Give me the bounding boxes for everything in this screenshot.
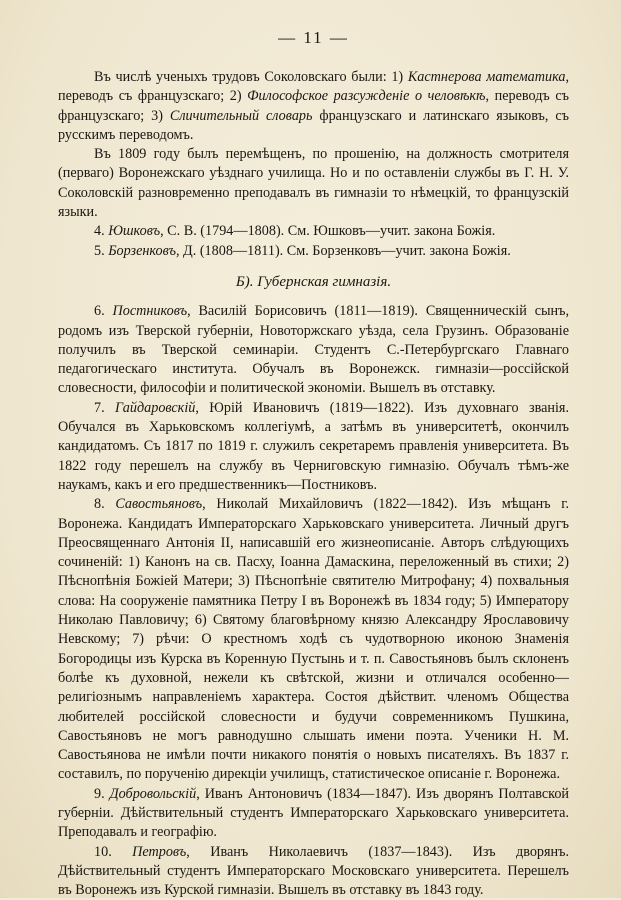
entry-7 [58,399,569,495]
entry-text: , Василій Борисовичъ (1811—1819). Священническій сынъ, родомъ изъ Тверской губерніи, Новоторжскаго уѣзда, села Грузинъ. Образованіе получилъ въ Тверской семинаріи. Студентъ С.-Петербургскаго Главнаго педагогическаго института. Обучалъ въ Воронежск. гимназіи—россійской словесности, философіи и политической экономіи. Вышелъ въ отставку. [58,303,569,397]
entry-text: , Иванъ Антоновичъ (1834—1847). Изъ дворянъ Полтавской губерніи. Дѣйствительный студентъ Императорскаго Харьковскаго университета. Преподавалъ и географію. [58,785,570,841]
entry-surname: Савостьяновъ [115,496,203,513]
entry-9 [58,785,569,843]
intro-text-4: французскаго и латинскаго языковъ, съ русскимъ переводомъ. [58,107,569,143]
entry-surname: Борзенковъ [108,242,176,259]
entry-surname: Постниковъ [112,303,188,320]
page-body [58,68,569,900]
intro-work-title-3: Сличительный словарь [169,107,313,124]
intro-text-3: , переводъ съ французскаго; 3) [58,88,569,124]
entry-number: 10. [94,843,133,860]
entry-number: 6. [94,303,113,320]
entry-8 [58,495,569,784]
entry-number: 9. [94,785,110,802]
entry-number: 4. [94,223,109,240]
entry-text: , Николай Михайловичъ (1822—1842). Изъ мѣщанъ г. Воронежа. Кандидатъ Императорскаго Харьковскаго университета. Личный другъ Преосвященнаго Антонія II, написавшій его жизнеописаніе. Авторъ слѣдующихъ сочиненій: 1) Канонъ на св. Пасху, Іоанна Дамаскина, переложенный въ стихи; 2) Пѣснопѣнія Божіей Матери; 3) Пѣснопѣніе святителю Митрофану; 4) похвальныя слова: На сооруженіе памятника Петру I въ Воронежѣ въ 1834 году; 5) Императору Николаю Павловичу; 6) Святому благовѣрному князю Александру Ярославовичу Невскому; 7) рѣчи: О крестномъ ходѣ съ чудотворною иконою Знаменія Богородицы изъ Курска въ Коренную Пустынь и т. п. Савостьяновъ былъ склоненъ болѣе къ духовной, нежели къ свѣтской, жизни и отличался особенно—религіознымъ направленіемъ характера. Состоя дѣйствит. членомъ Общества любителей россійской словесности и будучи современникомъ Пушкина, Савостьяновъ не могъ равнодушно слышать имени поэта. Ученики Н. М. Савостьянова не имѣли почти никакого понятія о новыхъ писателяхъ. Въ 1837 г. составилъ, по порученію дирекціи училищъ, статистическое описаніе г. Воронежа. [58,496,570,783]
intro-text-1: Въ числѣ ученыхъ трудовъ Соколовскаго были: 1) [94,69,408,85]
entry-text: , Иванъ Николаевичъ (1837—1843). Изъ дворянъ. Дѣйствительный студентъ Императорскаго Московскаго университета. Перешелъ въ Воронежъ изъ Курской гимназіи. Вышелъ въ отставку въ 1843 году. [58,843,570,899]
entry-10 [58,843,569,900]
intro-work-title-1: Кастнерова математика [407,69,566,85]
intro-paragraph-works [58,68,569,145]
entry-surname: Юшковъ [108,223,161,240]
entry-number: 5. [94,242,109,259]
entry-text: , Д. (1808—1811). См. Борзенковъ—учит. закона Божія. [175,242,511,259]
entry-text: , С. В. (1794—1808). См. Юшковъ—учит. закона Божія. [160,223,496,240]
intro-work-title-2: Философское разсужденіе о человѣкѣ [247,88,486,105]
intro-paragraph-service: Въ 1809 году былъ перемѣщенъ, по прошенію, на должность смотрителя (перваго) Воронежскаго уѣзднаго училища. Но и по оставленіи службы въ Г. Н. У. Соколовскій разновременно преподавалъ въ гимназіи то нѣмецкій, то французскій языки. [58,146,569,221]
page-number: — 11 — [278,28,349,47]
entry-surname: Добровольскій [109,785,197,802]
entry-number: 7. [94,399,116,416]
entry-4 [58,222,569,241]
entry-6 [58,302,569,398]
entry-surname: Петровъ [132,843,187,860]
entry-5 [58,242,569,261]
entry-text: , Юрій Ивановичъ (1819—1822). Изъ духовнаго званія. Обучался въ Харьковскомъ коллегіумѣ, а затѣмъ въ университетѣ, окончилъ кандидатомъ. Съ 1817 по 1819 г. служилъ секретаремъ правленія университета. Въ 1822 году перешелъ на службу въ Черниговскую гимназію. Обучалъ тѣмъ-же наукамъ, какъ и его предшественникъ—Постниковъ. [58,399,570,493]
intro-text-2: , переводъ съ французскаго; 2) [58,69,570,105]
entry-surname: Гайдаровскій [115,399,196,416]
section-heading: Б). Губернская гимназія. [235,273,392,290]
entry-number: 8. [94,496,116,513]
